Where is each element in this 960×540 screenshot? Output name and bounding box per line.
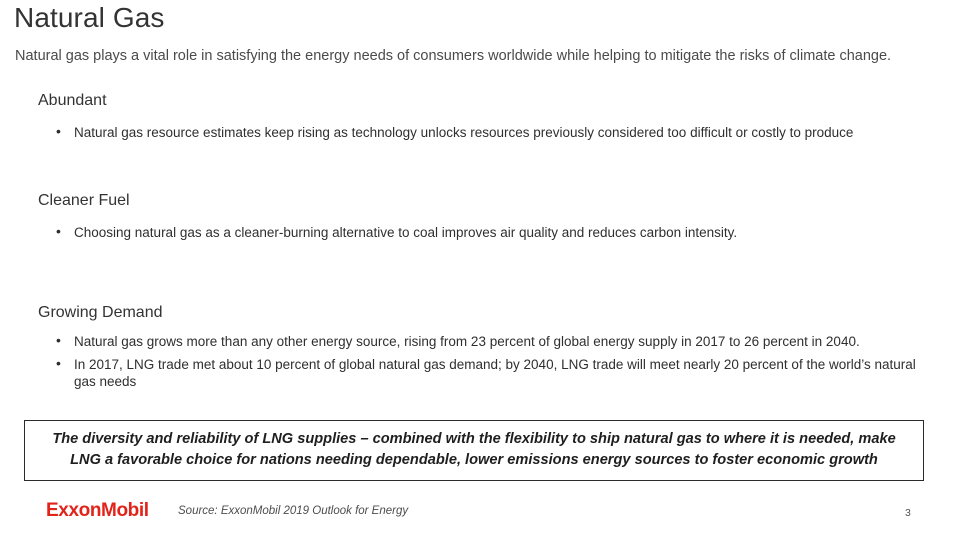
page-number: 3 bbox=[905, 507, 911, 519]
callout-box: The diversity and reliability of LNG supplies – combined with the flexibility to ship natural gas to where it is needed, make LNG a favorable choice for nations needing dependable, lower emissions energy sources to foster economic growth bbox=[24, 420, 924, 481]
list-item: • In 2017, LNG trade met about 10 percent of global natural gas demand; by 2040, LNG trade will meet nearly 20 percent of the world’s natural gas needs bbox=[38, 356, 930, 390]
page-title: Natural Gas bbox=[14, 2, 165, 33]
list-item: • Natural gas resource estimates keep rising as technology unlocks resources previously considered too difficult or costly to produce bbox=[38, 124, 930, 141]
exxonmobil-logo: ExxonMobil bbox=[46, 500, 149, 521]
list-item: • Choosing natural gas as a cleaner-burning alternative to coal improves air quality and reduces carbon intensity. bbox=[38, 224, 930, 241]
section-abundant bbox=[38, 92, 930, 149]
list-item: • Natural gas grows more than any other energy source, rising from 23 percent of global energy supply in 2017 to 26 percent in 2040. bbox=[38, 333, 930, 350]
section-heading: Cleaner Fuel bbox=[38, 192, 130, 209]
source-note: Source: ExxonMobil 2019 Outlook for Energy bbox=[178, 505, 409, 517]
section-cleaner-fuel bbox=[38, 192, 930, 249]
section-growing-demand bbox=[38, 304, 930, 396]
bullet-list bbox=[38, 124, 930, 141]
bullet-list bbox=[38, 224, 930, 241]
section-heading: Growing Demand bbox=[38, 304, 163, 321]
bullet-list bbox=[38, 333, 930, 390]
section-heading: Abundant bbox=[38, 92, 107, 109]
page-subtitle: Natural gas plays a vital role in satisfying the energy needs of consumers worldwide while helping to mitigate the risks of climate change. bbox=[15, 48, 892, 64]
